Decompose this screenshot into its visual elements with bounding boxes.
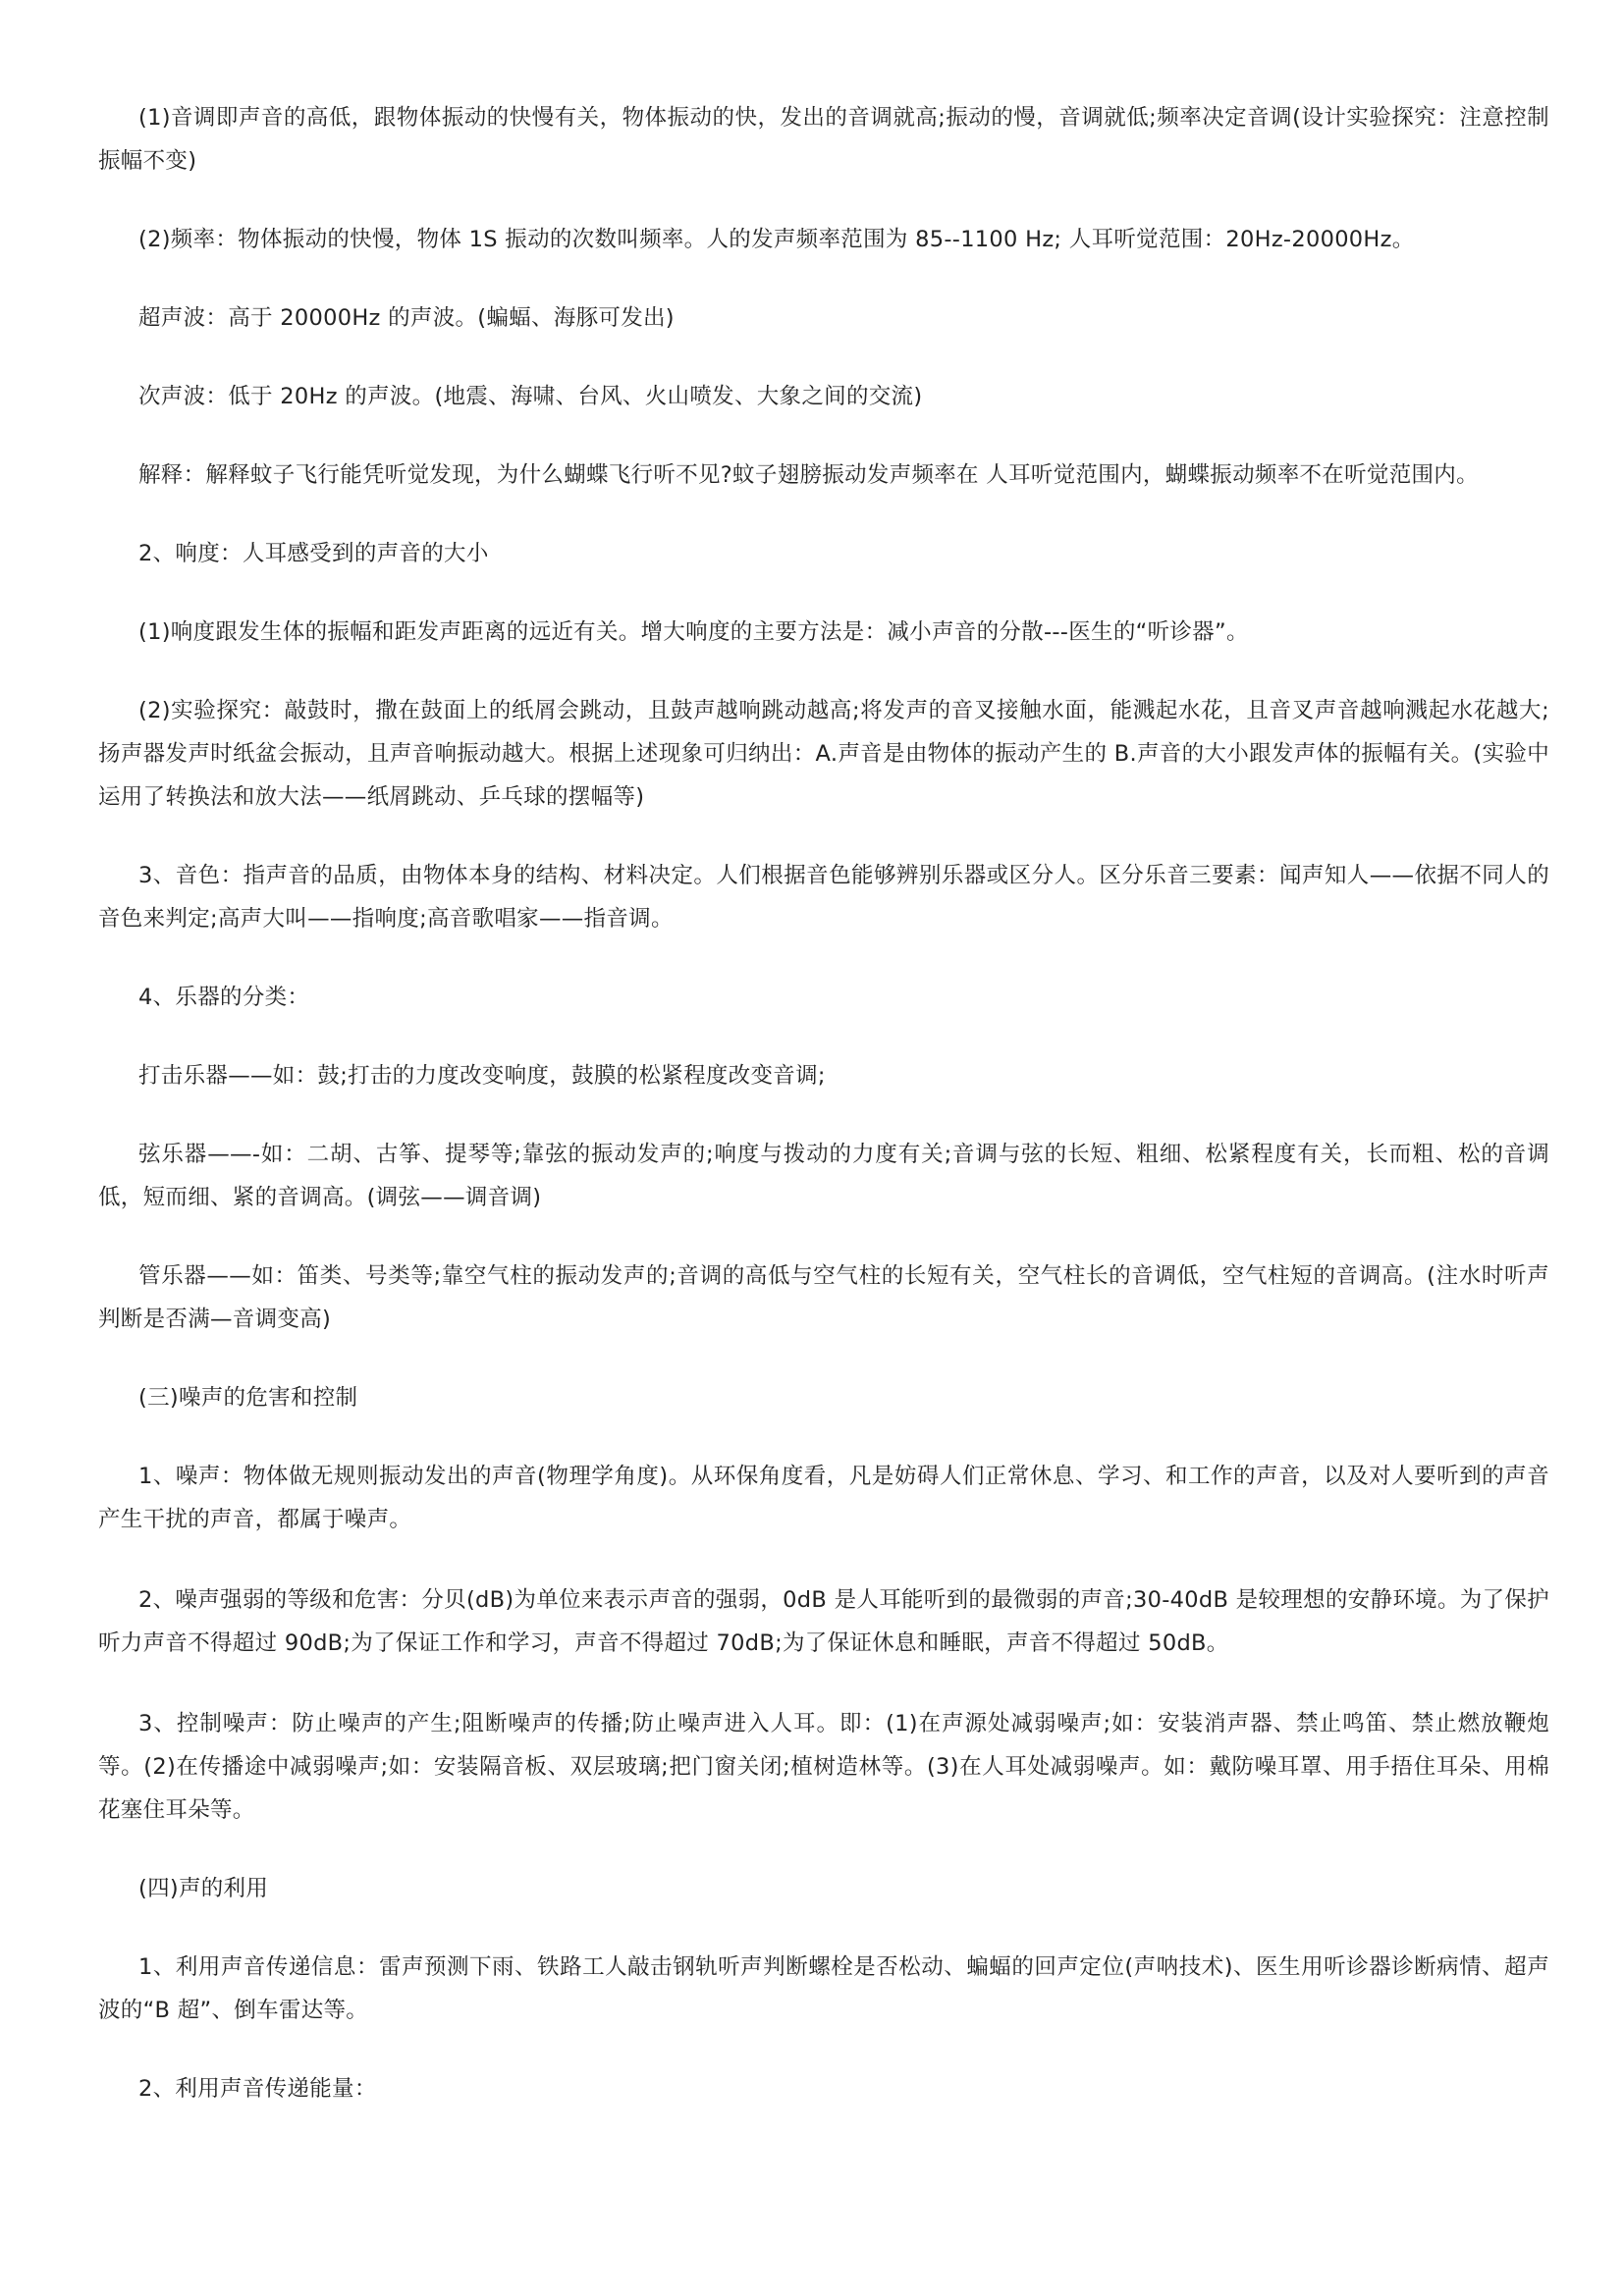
paragraph-wind-instruments: 管乐器——如：笛类、号类等;靠空气柱的振动发声的;音调的高低与空气柱的长短有关，空气柱长的音调低，空气柱短的音调高。(注水时听声判断是否满—音调变高)	[98, 1263, 1549, 1332]
paragraph-ultrasound: 超声波：高于 20000Hz 的声波。(蝙蝠、海豚可发出)	[138, 305, 675, 331]
paragraph-infrasound: 次声波：低于 20Hz 的声波。(地震、海啸、台风、火山喷发、大象之间的交流)	[138, 384, 923, 409]
heading-loudness: 2、响度：人耳感受到的声音的大小	[138, 541, 489, 566]
paragraph-frequency: (2)频率：物体振动的快慢，物体 1S 振动的次数叫频率。人的发声频率范围为 85--1100 Hz; 人耳听觉范围：20Hz-20000Hz。	[138, 227, 1415, 252]
heading-instrument-types: 4、乐器的分类：	[138, 985, 310, 1010]
paragraph-explanation: 解释：解释蚊子飞行能凭听觉发现，为什么蝴蝶飞行听不见?蚊子翅膀振动发声频率在 人耳听觉范围内，蝴蝶振动频率不在听觉范围内。	[138, 462, 1479, 488]
heading-sound-uses: (四)声的利用	[138, 1876, 269, 1901]
paragraph-loudness-factors: (1)响度跟发生体的振幅和距发声距离的远近有关。增大响度的主要方法是：减小声音的分散---医生的“听诊器”。	[138, 619, 1249, 645]
paragraph-sound-information: 1、利用声音传递信息：雷声预测下雨、铁路工人敲击钢轨听声判断螺栓是否松动、蝙蝠的回声定位(声呐技术)、医生用听诊器诊断病情、超声波的“B 超”、倒车雷达等。	[98, 1954, 1549, 2023]
document-page	[98, 96, 1549, 2110]
paragraph-timbre: 3、音色：指声音的品质，由物体本身的结构、材料决定。人们根据音色能够辨别乐器或区分人。区分乐音三要素：闻声知人——依据不同人的音色来判定;高声大叫——指响度;高音歌唱家——指音调。	[98, 863, 1549, 932]
paragraph-control-noise: 3、控制噪声：防止噪声的产生;阻断噪声的传播;防止噪声进入人耳。即：(1)在声源处减弱噪声;如：安装消声器、禁止鸣笛、禁止燃放鞭炮等。(2)在传播途中减弱噪声;如：安装隔音板、双层玻璃;把门窗关闭;植树造林等。(3)在人耳处减弱噪声。如：戴防噪耳罩、用手捂住耳朵、用棉花塞住耳朵等。	[98, 1711, 1549, 1823]
paragraph-sound-energy: 2、利用声音传递能量：	[138, 2076, 377, 2102]
paragraph-string-instruments: 弦乐器——-如：二胡、古筝、提琴等;靠弦的振动发声的;响度与拨动的力度有关;音调与弦的长短、粗细、松紧程度有关，长而粗、松的音调低，短而细、紧的音调高。(调弦——调音调)	[98, 1142, 1549, 1210]
paragraph-percussion: 打击乐器——如：鼓;打击的力度改变响度，鼓膜的松紧程度改变音调;	[138, 1063, 826, 1089]
paragraph-loudness-experiment: (2)实验探究：敲鼓时，撒在鼓面上的纸屑会跳动，且鼓声越响跳动越高;将发声的音叉接触水面，能溅起水花，且音叉声音越响溅起水花越大;扬声器发声时纸盆会振动，且声音响振动越大。根据上述现象可归纳出：A.声音是由物体的振动产生的 B.声音的大小跟发声体的振幅有关。(实验中运用了转换法和放大法——纸屑跳动、乒乓球的摆幅等)	[98, 698, 1549, 810]
paragraph-noise-definition: 1、噪声：物体做无规则振动发出的声音(物理学角度)。从环保角度看，凡是妨碍人们正常休息、学习、和工作的声音，以及对人要听到的声音产生干扰的声音，都属于噪声。	[98, 1464, 1549, 1532]
paragraph-pitch-definition: (1)音调即声音的高低，跟物体振动的快慢有关，物体振动的快，发出的音调就高;振动的慢，音调就低;频率决定音调(设计实验探究：注意控制振幅不变)	[98, 105, 1549, 174]
heading-noise-control: (三)噪声的危害和控制	[138, 1385, 358, 1411]
paragraph-noise-levels: 2、噪声强弱的等级和危害：分贝(dB)为单位来表示声音的强弱，0dB 是人耳能听到的最微弱的声音;30-40dB 是较理想的安静环境。为了保护听力声音不得超过 90dB;为了保证工作和学习，声音不得超过 70dB;为了保证休息和睡眠，声音不得超过 50dB。	[98, 1587, 1549, 1656]
